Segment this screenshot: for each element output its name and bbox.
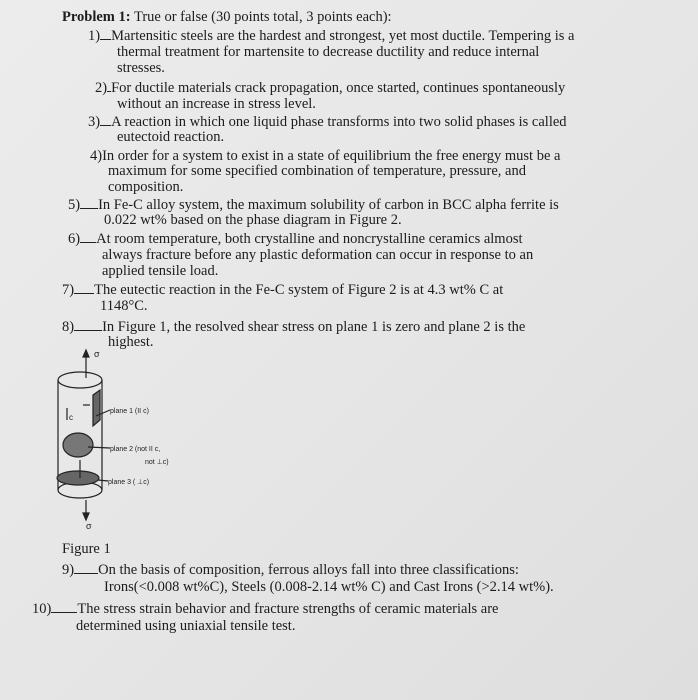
answer-blank[interactable] [74,318,102,331]
question-text: always fracture before any plastic deformation can occur in response to an [102,247,534,263]
question-text: A reaction in which one liquid phase transforms into two solid phases is called [111,114,567,130]
question-8 [62,318,525,335]
question-text: highest. [108,334,154,350]
answer-blank[interactable] [80,196,98,209]
question-7 [62,281,503,298]
question-4-continued [108,163,526,179]
question-text: stresses. [117,60,165,76]
answer-blank[interactable] [100,113,111,126]
problem-label: Problem 1: [62,9,131,25]
question-number: 7) [62,282,75,298]
figure-1-cylinder-diagram [40,340,240,540]
question-10-continued [76,618,295,634]
question-text: Irons(<0.008 wt%C), Steels (0.008-2.14 wt% C) and Cast Irons (>2.14 wt%). [104,579,554,595]
problem-instructions: True or false (30 points total, 3 points each): [133,9,392,25]
answer-blank[interactable] [100,27,111,40]
sigma-top-label: σ [94,349,100,359]
question-text: composition. [108,179,184,195]
sigma-bottom-label: σ [86,521,92,531]
question-6-continued [102,247,533,263]
question-2 [95,79,565,96]
question-3-continued [117,129,224,145]
question-2-continued [117,96,316,112]
question-text: The stress strain behavior and fracture strengths of ceramic materials are [77,601,499,617]
question-number: 8) [62,319,75,335]
answer-blank[interactable] [51,600,77,613]
plane2-label: plane 2 (not II c, [110,446,161,453]
question-number: 5) [68,197,81,213]
question-1-continued [117,44,539,60]
question-text: At room temperature, both crystalline and noncrystalline ceramics almost [96,231,523,247]
question-number: 3) [88,114,101,130]
plane2-label-cont: not ⊥c) [145,459,169,466]
question-number: 2) [95,80,108,96]
question-1-continued [117,60,165,76]
answer-blank[interactable] [74,281,94,294]
question-5 [68,196,559,213]
question-6 [68,230,523,247]
figure-caption: Figure 1 [62,541,111,557]
question-9-continued [104,579,554,595]
question-text: maximum for some specified combination of temperature, pressure, and [108,163,526,179]
plane3-label: plane 3 ( ⊥c) [108,479,150,486]
question-text: without an increase in stress level. [117,96,316,112]
question-text: Martensitic steels are the hardest and strongest, yet most ductile. Tempering is a [111,28,575,44]
answer-blank[interactable] [74,561,98,574]
question-number: 4) [90,148,103,164]
question-text: applied tensile load. [102,263,219,279]
question-text: determined using uniaxial tensile test. [76,618,296,634]
question-text: For ductile materials crack propagation, once started, continues spontaneously [111,80,566,96]
question-text: In Figure 1, the resolved shear stress on plane 1 is zero and plane 2 is the [102,319,526,335]
question-text: eutectoid reaction. [117,129,225,145]
question-4 [90,147,560,164]
question-text: In Fe-C alloy system, the maximum solubility of carbon in BCC alpha ferrite is [98,197,559,213]
question-number: 10) [32,601,52,617]
question-text: 0.022 wt% based on the phase diagram in Figure 2. [104,212,402,228]
plane1-label: plane 1 (II c) [110,408,149,415]
question-text: thermal treatment for martensite to decrease ductility and reduce internal [117,44,540,60]
question-6-continued [102,263,218,279]
problem-header [62,9,392,25]
question-number: 6) [68,231,81,247]
question-9 [62,561,519,578]
question-number: 1) [88,28,101,44]
question-7-continued [100,298,148,314]
question-3 [88,113,567,130]
question-5-continued [104,212,402,228]
question-text: 1148°C. [100,298,148,314]
question-text: The eutectic reaction in the Fe-C system of Figure 2 is at 4.3 wt% C at [94,282,504,298]
question-text: On the basis of composition, ferrous alloys fall into three classifications: [98,562,519,578]
c-axis-label: c [69,413,73,422]
question-10 [32,600,498,617]
answer-blank[interactable] [80,230,96,243]
question-number: 9) [62,562,75,578]
question-4-continued [108,179,183,195]
question-text: In order for a system to exist in a state of equilibrium the free energy must be a [102,148,561,164]
question-1 [88,27,575,44]
